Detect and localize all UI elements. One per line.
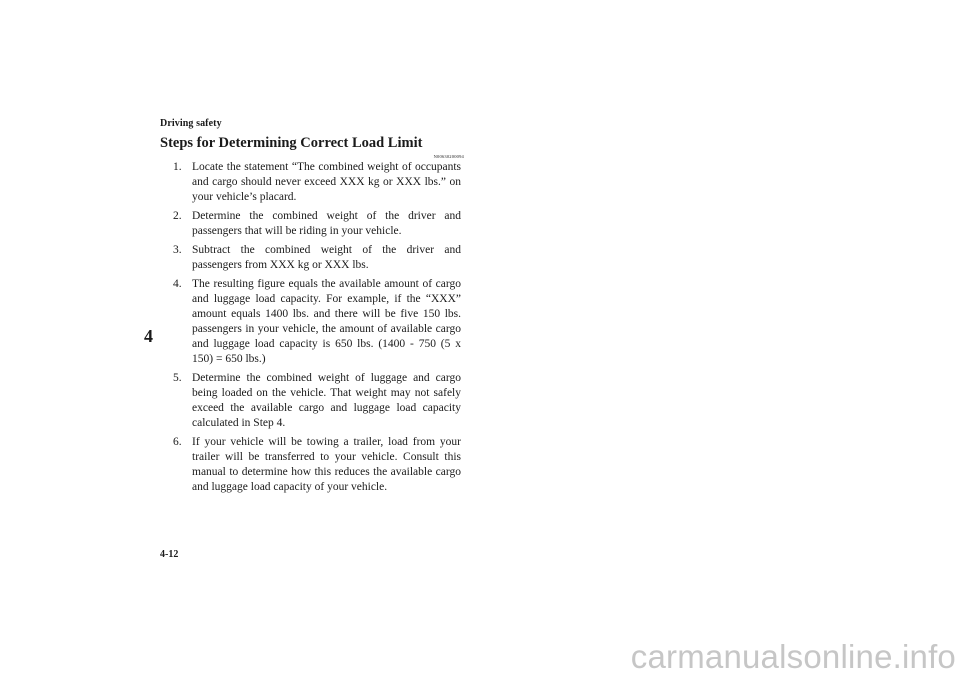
step-text: Determine the combined weight of luggage and cargo being loaded on the vehicle. That weight may not safely exceed the available cargo and luggage load capacity calculated in Step 4. (192, 372, 461, 429)
chapter-tab: 4 (144, 326, 153, 346)
heading-row (160, 135, 464, 159)
step-text: Subtract the combined weight of the driver and passengers from XXX kg or XXX lbs. (192, 244, 461, 271)
step-item (173, 243, 461, 273)
section-header: Driving safety (160, 118, 222, 129)
steps-list (173, 160, 461, 499)
step-item (173, 277, 461, 367)
step-text: Determine the combined weight of the driver and passengers that will be riding in your vehicle. (192, 210, 461, 237)
step-text: Locate the statement “The combined weight of occupants and cargo should never exceed XXX kg or XXX lbs.” on your vehicle’s placard. (192, 161, 461, 203)
page-title: Steps for Determining Correct Load Limit (160, 135, 423, 151)
reference-code: N00630200094 (433, 154, 464, 159)
step-number: 6. (173, 436, 182, 448)
step-text: If your vehicle will be towing a trailer, load from your trailer will be transferred to your vehicle. Consult this manual to determine how this reduces the available cargo and luggage load capacity of your vehicle. (192, 436, 461, 493)
watermark: carmanualsonline.info (630, 638, 956, 675)
step-number: 5. (173, 372, 182, 384)
step-number: 1. (173, 161, 182, 173)
page-number: 4-12 (160, 549, 179, 560)
step-item (173, 160, 461, 205)
step-number: 4. (173, 278, 182, 290)
step-number: 2. (173, 210, 182, 222)
step-item (173, 435, 461, 495)
step-number: 3. (173, 244, 182, 256)
step-item (173, 209, 461, 239)
step-text: The resulting figure equals the available amount of cargo and luggage load capacity. For example, if the “XXX” amount equals 1400 lbs. and there will be five 150 lbs. passengers in your vehicle, the amount of available cargo and luggage load capacity is 650 lbs. (1400 - 750 (5 x 150) = 650 lbs.) (192, 278, 461, 365)
step-item (173, 371, 461, 431)
